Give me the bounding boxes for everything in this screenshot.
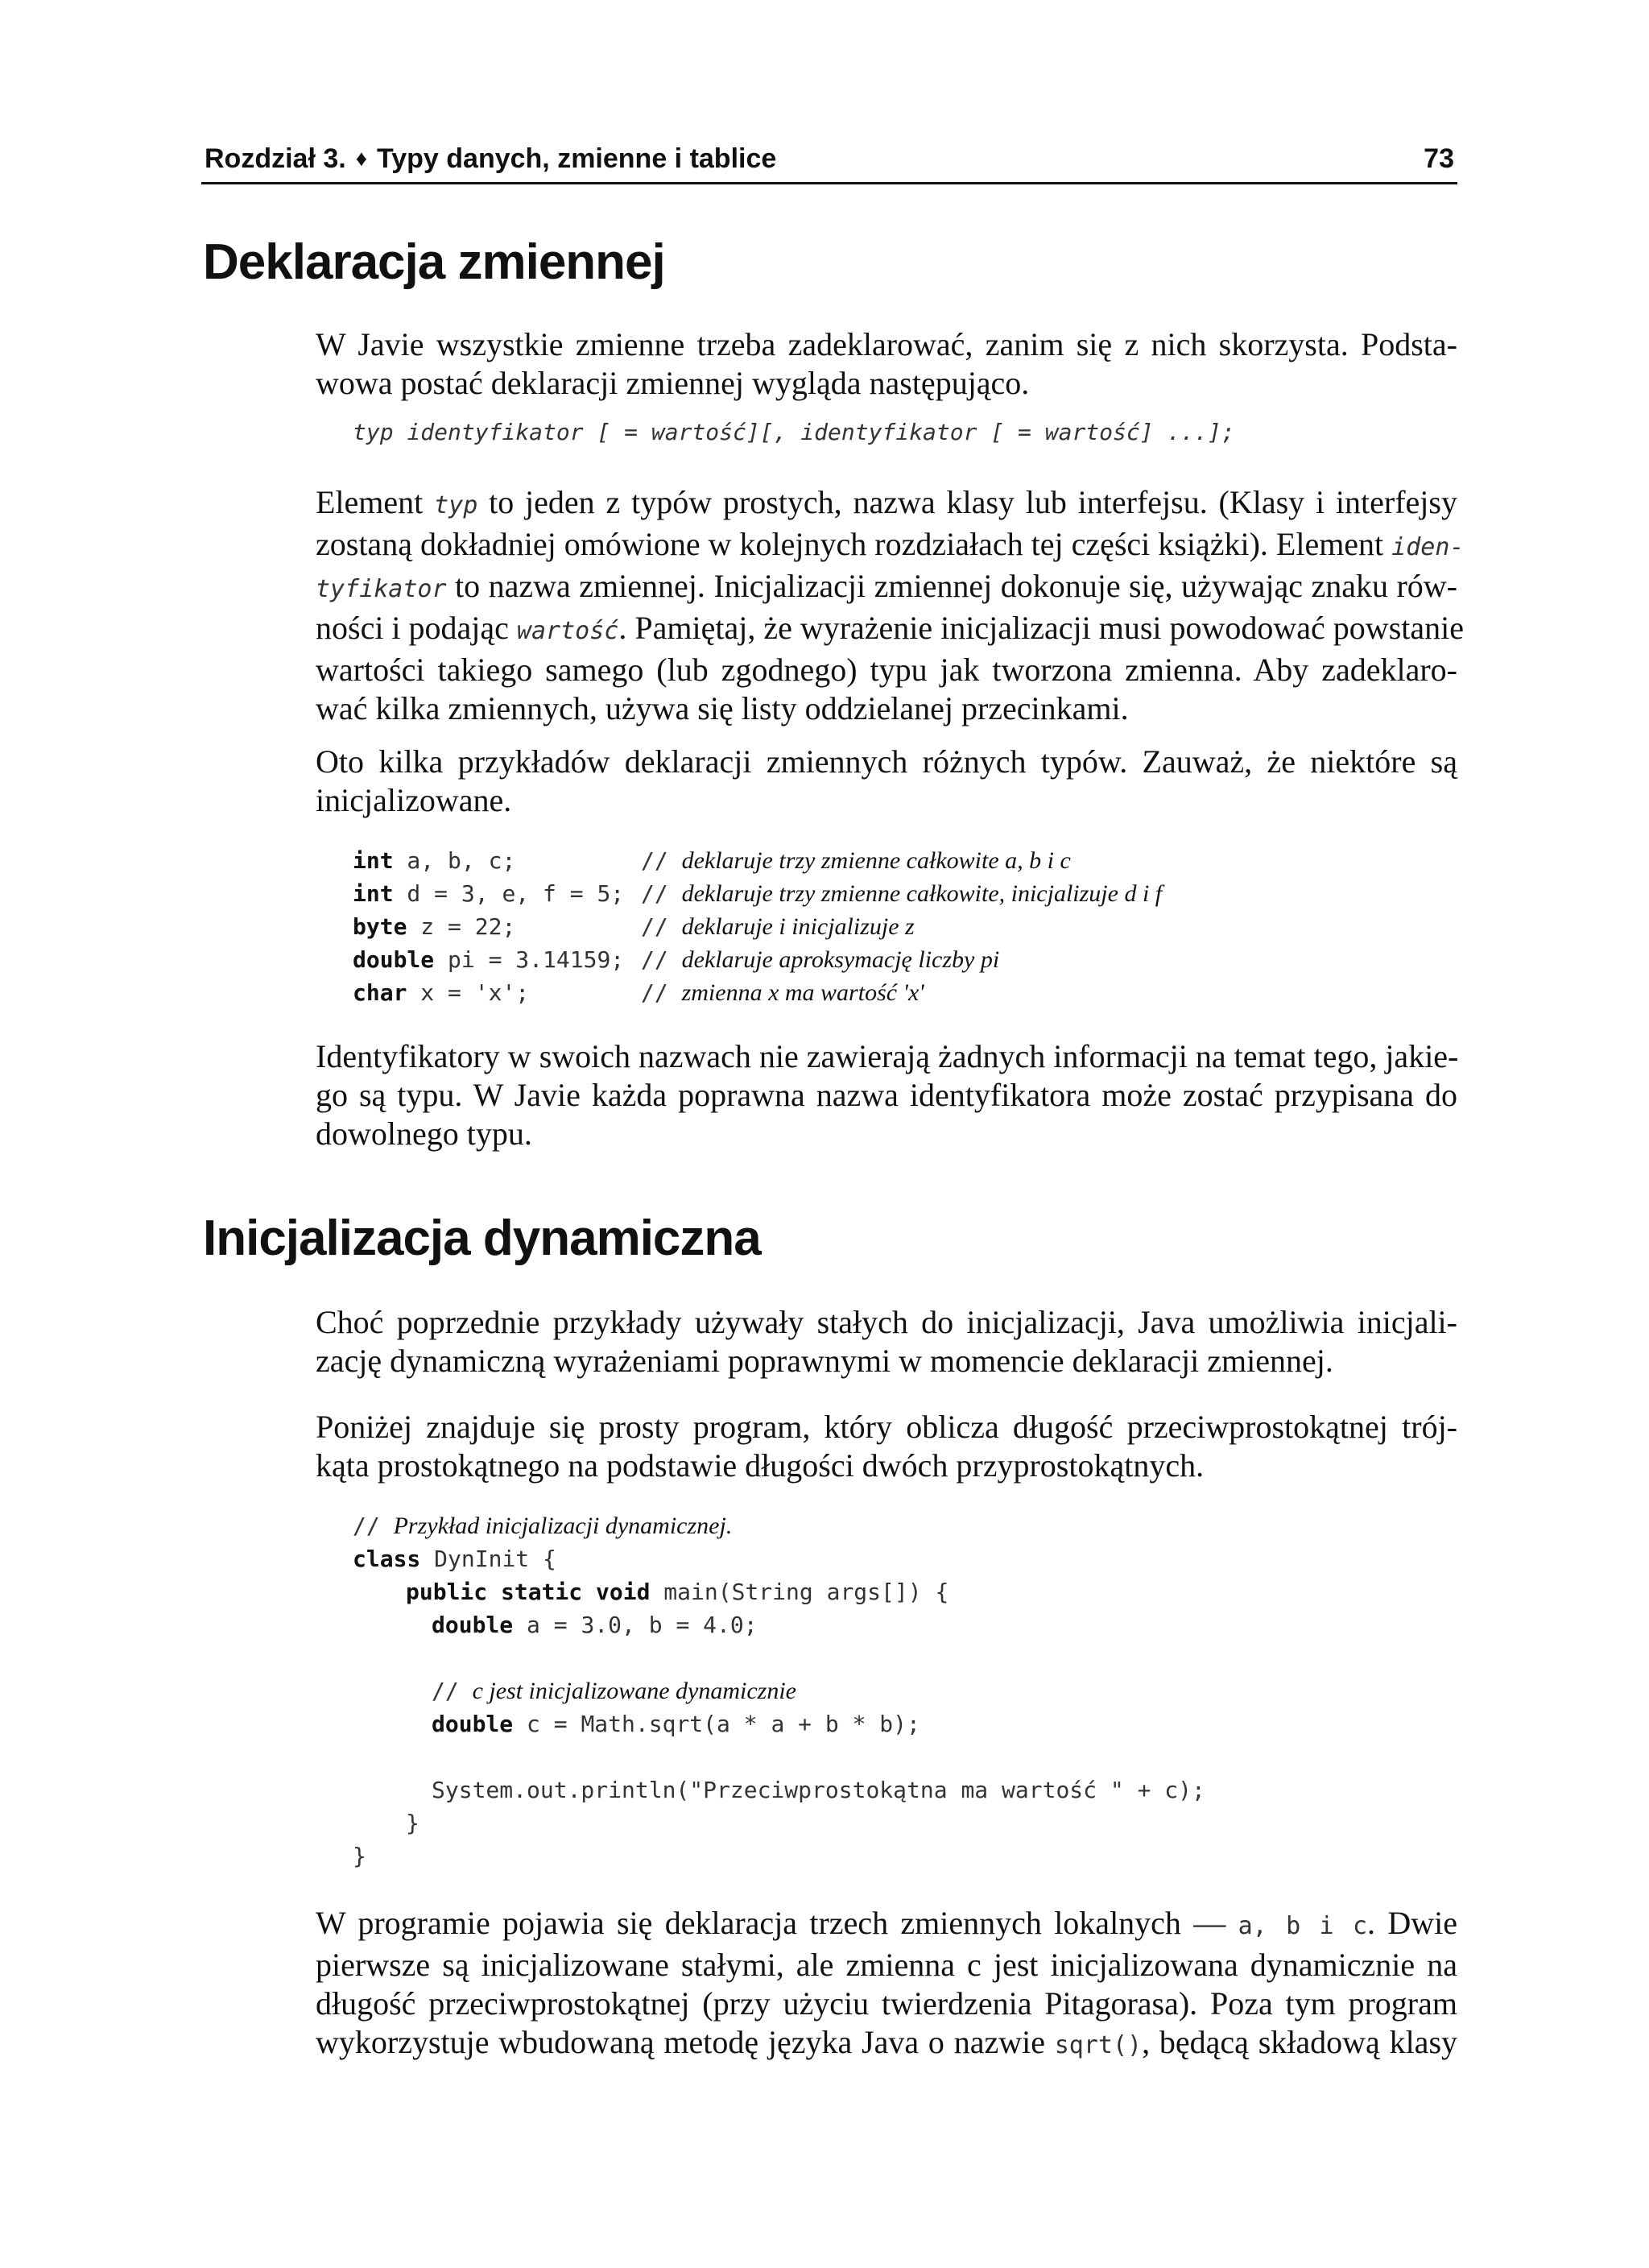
code-text: c = Math.sqrt(a * a + b * b); bbox=[513, 1711, 920, 1737]
inline-code: typ bbox=[434, 491, 478, 519]
comment-text: Przykład inicjalizacji dynamicznej. bbox=[393, 1513, 733, 1539]
code-keyword: char bbox=[353, 979, 407, 1006]
running-header-left bbox=[205, 143, 776, 175]
code-comment bbox=[641, 880, 1162, 908]
comment-text: deklaruje i inicjalizuje z bbox=[681, 913, 915, 940]
text-run: , będącą składową klasy bbox=[1142, 2024, 1458, 2060]
paragraph-line: W Javie wszystkie zmienne trzeba zadeklarować, zanim się z nich skorzysta. Podsta- bbox=[316, 326, 1457, 362]
paragraph-line bbox=[316, 483, 1457, 525]
paragraph bbox=[316, 483, 1465, 728]
comment-slashes: // bbox=[641, 880, 668, 907]
code-text: d = 3, e, f = 5; bbox=[393, 880, 625, 907]
text-run: W programie pojawia się deklaracja trzech zmiennych lokalnych — bbox=[316, 1905, 1238, 1941]
inline-code: iden- bbox=[1391, 533, 1465, 561]
code-comment bbox=[641, 946, 999, 974]
chapter-title: Typy danych, zmienne i tablice bbox=[377, 143, 777, 174]
comment-text: zmienna x ma wartość 'x' bbox=[681, 979, 924, 1006]
inline-code: tyfikator bbox=[316, 575, 447, 603]
code-text: z = 22; bbox=[407, 913, 516, 940]
paragraph-line: zację dynamiczną wyrażeniami poprawnymi w momencie deklaracji zmiennej. bbox=[316, 1343, 1333, 1379]
inline-code: , bbox=[1252, 1912, 1287, 1940]
text-run: wykorzystuje wbudowaną metodę języka Java o nazwie bbox=[316, 2024, 1055, 2060]
paragraph-line: dowolnego typu. bbox=[316, 1115, 532, 1152]
code-line bbox=[353, 979, 529, 1006]
paragraph-line: długość przeciwprostokątnej (przy użyciu twierdzenia Pitagorasa). Poza tym program bbox=[316, 1985, 1457, 2022]
inline-code: sqrt() bbox=[1054, 2031, 1143, 2059]
code-line bbox=[353, 1546, 556, 1572]
paragraph-line bbox=[316, 567, 1457, 609]
code-comment bbox=[641, 979, 924, 1007]
paragraph-line: Choć poprzednie przykłady używały stałych do inicjalizacji, Java umożliwia inicjali- bbox=[316, 1304, 1457, 1340]
code-comment bbox=[641, 913, 915, 941]
paragraph-line: inicjalizowane. bbox=[316, 782, 512, 818]
paragraph bbox=[316, 1303, 1457, 1380]
code-comment bbox=[353, 1513, 732, 1540]
paragraph-line bbox=[316, 525, 1465, 567]
chapter-label: Rozdział 3. bbox=[205, 143, 346, 174]
text-run: . Dwie bbox=[1367, 1905, 1458, 1941]
code-keyword: int bbox=[353, 880, 394, 907]
section-title-dynamic-init: Inicjalizacja dynamiczna bbox=[203, 1211, 761, 1266]
comment-text: deklaruje trzy zmienne całkowite a, b i c bbox=[681, 847, 1071, 874]
paragraph bbox=[316, 325, 1457, 403]
code-text: pi = 3.14159; bbox=[434, 946, 625, 973]
comment-slashes: // bbox=[432, 1678, 459, 1704]
comment-slashes: // bbox=[641, 979, 668, 1006]
paragraph-line: wartości takiego samego (lub zgodnego) typu jak tworzona zmienna. Aby zadeklaro- bbox=[316, 652, 1457, 688]
code-text: a, b, c; bbox=[393, 847, 516, 874]
paragraph bbox=[316, 1408, 1457, 1485]
inline-code: wartość bbox=[516, 617, 619, 645]
code-line bbox=[432, 1711, 920, 1737]
code-comment bbox=[432, 1678, 796, 1705]
code-keyword: class bbox=[353, 1546, 421, 1572]
code-text: a = 3.0, b = 4.0; bbox=[513, 1612, 758, 1638]
code-line bbox=[353, 880, 624, 907]
page-number: 73 bbox=[1424, 143, 1454, 174]
code-line bbox=[432, 1612, 758, 1638]
paragraph bbox=[316, 743, 1457, 820]
text-run: Element bbox=[316, 484, 435, 520]
code-keyword: int bbox=[353, 847, 394, 874]
code-text: DynInit { bbox=[420, 1546, 556, 1572]
comment-slashes: // bbox=[641, 946, 668, 973]
paragraph bbox=[316, 1037, 1457, 1153]
code-line bbox=[353, 913, 515, 940]
comment-slashes: // bbox=[641, 913, 668, 940]
inline-code: i bbox=[1300, 1912, 1353, 1940]
paragraph-line: wowa postać deklaracji zmiennej wygląda następująco. bbox=[316, 365, 1030, 401]
inline-code: b bbox=[1286, 1912, 1301, 1940]
text-run: . Pamiętaj, że wyrażenie inicjalizacji musi powodować powstanie bbox=[618, 610, 1464, 646]
paragraph-line: Oto kilka przykładów deklaracji zmiennych różnych typów. Zauważ, że niektóre są bbox=[316, 743, 1457, 780]
code-comment bbox=[641, 847, 1071, 875]
comment-text: c jest inicjalizowane dynamicznie bbox=[472, 1678, 796, 1704]
code-line: } bbox=[353, 1843, 366, 1869]
paragraph-line bbox=[316, 609, 1464, 651]
text-run: ności i podając bbox=[316, 610, 517, 646]
code-keyword: double bbox=[353, 946, 435, 973]
paragraph-line: pierwsze są inicjalizowane stałymi, ale zmienna c jest inicjalizowana dynamicznie na bbox=[316, 1947, 1457, 1983]
comment-text: deklaruje trzy zmienne całkowite, inicjalizuje d i f bbox=[681, 880, 1163, 907]
comment-slashes: // bbox=[353, 1513, 380, 1539]
text-run: to nazwa zmiennej. Inicjalizacji zmiennej dokonuje się, używając znaku rów- bbox=[446, 568, 1457, 604]
text-run: zostaną dokładniej omówione w kolejnych rozdziałach tej części książki). Element bbox=[316, 526, 1392, 562]
paragraph-line: Poniżej znajduje się prosty program, który oblicza długość przeciwprostokątnej trój- bbox=[316, 1409, 1457, 1445]
inline-code: c bbox=[1352, 1912, 1368, 1940]
code-text: main(String args[]) { bbox=[650, 1579, 949, 1605]
comment-slashes: // bbox=[641, 847, 668, 874]
paragraph-line: wać kilka zmiennych, używa się listy oddzielanej przecinkami. bbox=[316, 690, 1129, 726]
section-title-declaration: Deklaracja zmiennej bbox=[203, 234, 665, 290]
inline-code: a bbox=[1238, 1912, 1253, 1940]
paragraph-line: go są typu. W Javie każda poprawna nazwa identyfikatora może zostać przypisana do bbox=[316, 1077, 1457, 1113]
code-line: System.out.println("Przeciwprostokątna ma wartość " + c); bbox=[432, 1777, 1205, 1803]
paragraph-line: kąta prostokątnego na podstawie długości dwóch przyprostokątnych. bbox=[316, 1447, 1205, 1484]
syntax-line: typ identyfikator [ = wartość][, identyfikator [ = wartość] ...]; bbox=[353, 419, 1235, 445]
code-text: x = 'x'; bbox=[407, 979, 530, 1006]
running-header bbox=[201, 142, 1457, 184]
code-keyword: double bbox=[432, 1711, 514, 1737]
code-line bbox=[353, 847, 515, 874]
comment-text: deklaruje aproksymację liczby pi bbox=[681, 946, 1000, 973]
text-run: to jeden z typów prostych, nazwa klasy lub interfejsu. (Klasy i interfejsy bbox=[477, 484, 1457, 520]
paragraph-line bbox=[316, 1904, 1457, 1946]
code-line bbox=[406, 1579, 948, 1605]
code-line: } bbox=[406, 1810, 419, 1836]
code-keyword: public static void bbox=[406, 1579, 651, 1605]
paragraph-line bbox=[316, 2023, 1457, 2065]
diamond-icon: ♦ bbox=[355, 146, 367, 171]
code-keyword: double bbox=[432, 1612, 514, 1638]
paragraph bbox=[316, 1904, 1457, 2065]
code-line bbox=[353, 946, 624, 973]
paragraph-line: Identyfikatory w swoich nazwach nie zawierają żadnych informacji na temat tego, jakie- bbox=[316, 1038, 1459, 1074]
code-keyword: byte bbox=[353, 913, 407, 940]
